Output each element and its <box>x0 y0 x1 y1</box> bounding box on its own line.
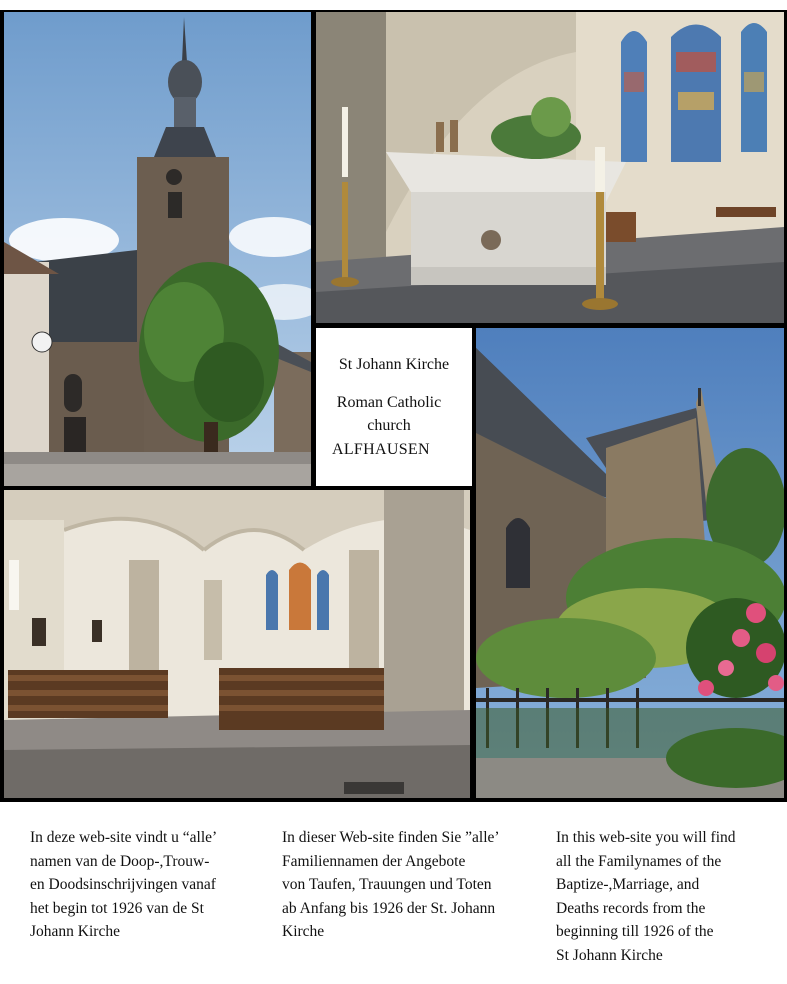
altar-interior-photo <box>316 12 784 323</box>
english-description: In this web-site you will find all the Familynames of the Baptize-,Marriage, and Deaths records from the beginning till 1926 of the St Johann Kirche <box>556 829 736 964</box>
town-name: ALFHAUSEN <box>332 441 430 458</box>
church-exterior-side-photo <box>476 328 784 798</box>
dutch-description: In deze web-site vindt u “alle’ namen van de Doop-,Trouw- en Doodsinschrijvingen vanaf het begin tot 1926 van de St Johann Kirche <box>30 829 218 940</box>
nave-icon <box>4 490 470 798</box>
nave-interior-photo <box>4 490 470 798</box>
altar-icon <box>316 12 784 323</box>
church-name: St Johann Kirche <box>338 356 450 373</box>
german-description: In dieser Web-site finden Sie ”alle’ Familiennamen der Angebote von Taufen, Trauungen und Toten ab Anfang bis 1926 der St. Johann Kirche <box>282 829 500 940</box>
photo-collage <box>0 10 787 802</box>
caption-box <box>316 328 472 486</box>
church-tower-icon <box>4 12 311 486</box>
church-exterior-tower-photo <box>4 12 311 486</box>
church-denomination: Roman Catholic church <box>336 394 442 434</box>
church-side-icon <box>476 328 784 798</box>
